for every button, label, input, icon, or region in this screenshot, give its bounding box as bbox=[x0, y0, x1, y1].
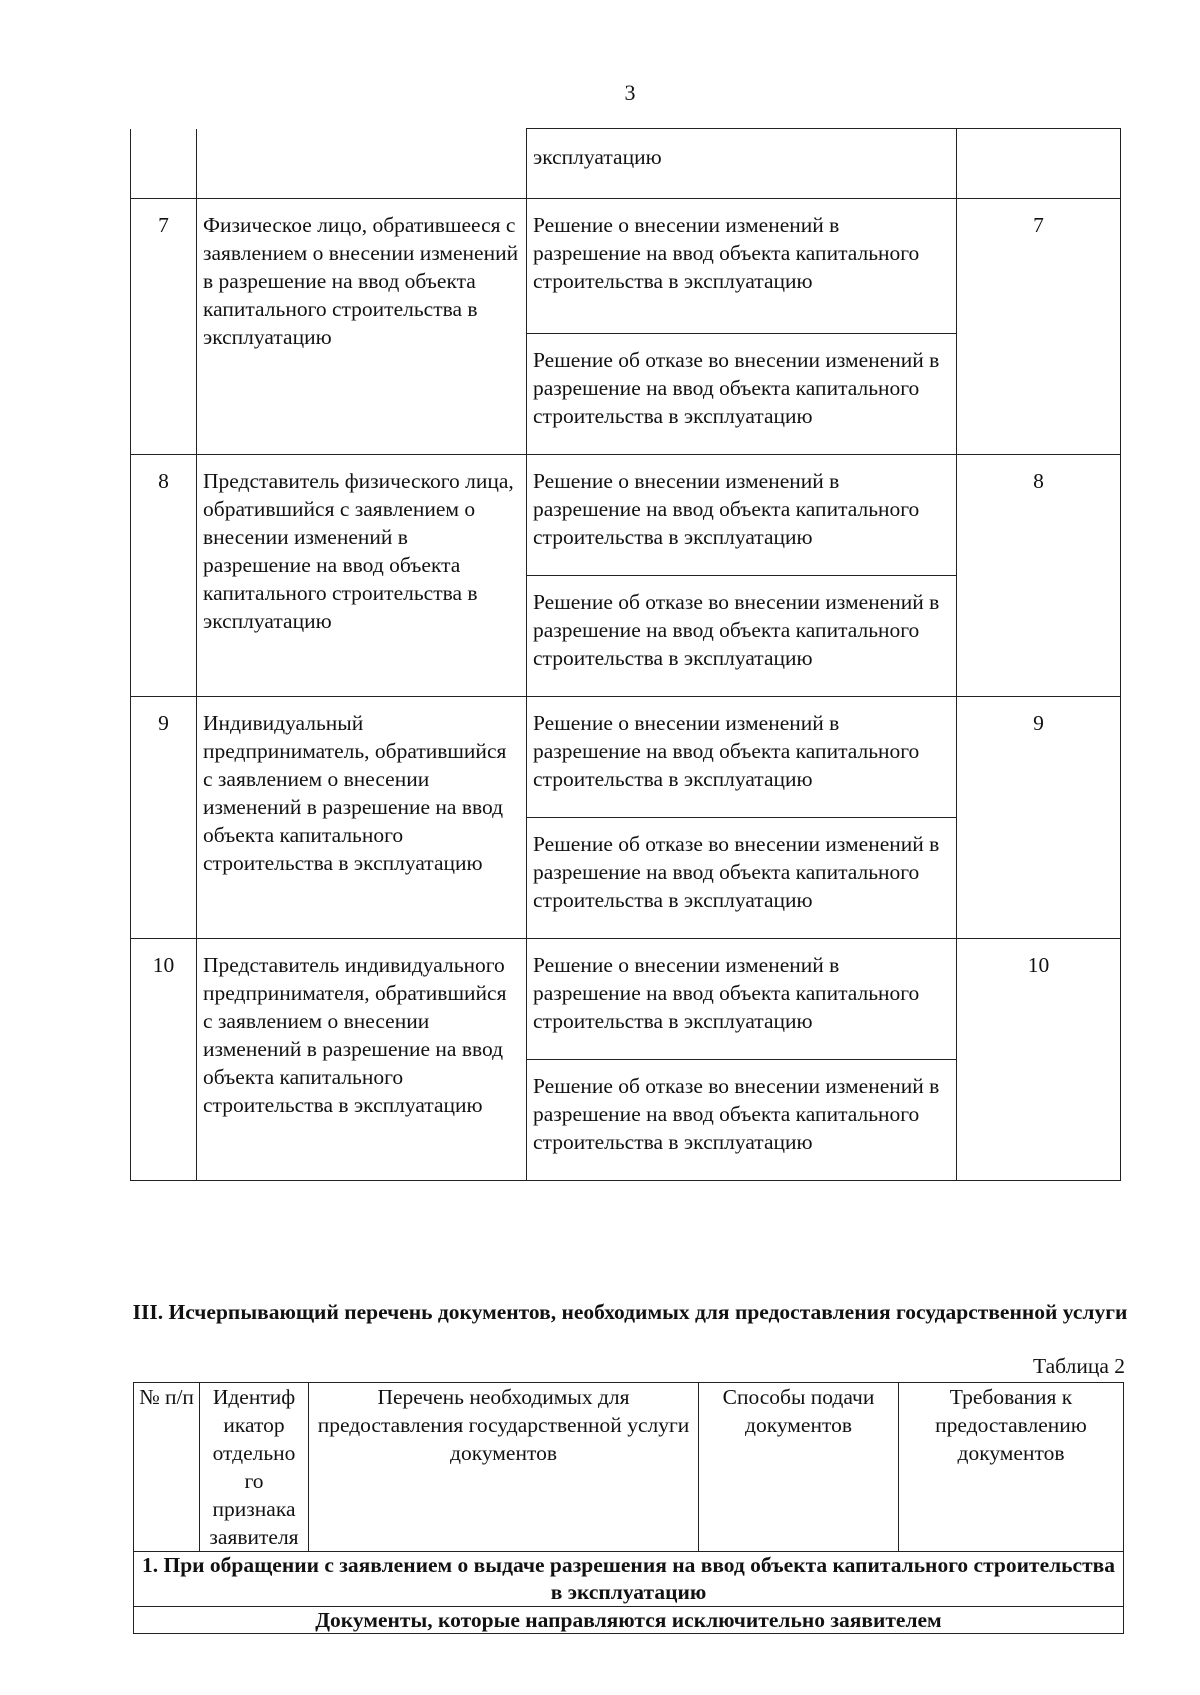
reference-cell: 8 bbox=[957, 455, 1121, 697]
column-header: Перечень необходимых для предоставления государственной услуги документов bbox=[309, 1383, 699, 1552]
result-cell: Решение о внесении изменений в разрешение на ввод объекта капитального строительства в эксплуатацию bbox=[527, 697, 957, 818]
applicant-cell: Представитель индивидуального предпринимателя, обратившийся с заявлением о внесении изменений в разрешение на ввод объекта капитального строительства в эксплуатацию bbox=[197, 939, 527, 1181]
page-number: 3 bbox=[624, 80, 636, 105]
table-header-row bbox=[134, 1383, 1124, 1552]
reference-cell: 7 bbox=[957, 199, 1121, 455]
table-subgroup-row bbox=[134, 1607, 1124, 1634]
section-heading: III. Исчерпывающий перечень документов, необходимых для предоставления государственной услуги bbox=[132, 1300, 1128, 1324]
documents-table bbox=[133, 1382, 1124, 1634]
table-row bbox=[131, 455, 1121, 576]
reference-cell: 10 bbox=[957, 939, 1121, 1181]
column-header: Способы подачи документов bbox=[699, 1383, 899, 1552]
table-row-continuation bbox=[131, 129, 1121, 199]
result-cell: Решение об отказе во внесении изменений в разрешение на ввод объекта капитального строительства в эксплуатацию bbox=[527, 576, 957, 697]
table-row bbox=[131, 697, 1121, 818]
row-number: 10 bbox=[131, 939, 197, 1181]
result-cell: эксплуатацию bbox=[527, 129, 957, 199]
table-row bbox=[131, 939, 1121, 1060]
column-header: № п/п bbox=[134, 1383, 200, 1552]
result-cell: Решение о внесении изменений в разрешение на ввод объекта капитального строительства в эксплуатацию bbox=[527, 199, 957, 334]
table-row bbox=[131, 199, 1121, 334]
column-header: Требования к предоставлению документов bbox=[899, 1383, 1124, 1552]
result-cell: Решение о внесении изменений в разрешение на ввод объекта капитального строительства в эксплуатацию bbox=[527, 939, 957, 1060]
result-cell: Решение об отказе во внесении изменений в разрешение на ввод объекта капитального строительства в эксплуатацию bbox=[527, 818, 957, 939]
column-header: Идентиф икатор отдельно го признака заявителя bbox=[200, 1383, 309, 1552]
result-cell: Решение об отказе во внесении изменений в разрешение на ввод объекта капитального строительства в эксплуатацию bbox=[527, 334, 957, 455]
applicant-cell: Индивидуальный предприниматель, обратившийся с заявлением о внесении изменений в разрешение на ввод объекта капитального строительства в эксплуатацию bbox=[197, 697, 527, 939]
row-number: 9 bbox=[131, 697, 197, 939]
table-group-row bbox=[134, 1552, 1124, 1607]
applicant-cell: Физическое лицо, обратившееся с заявлением о внесении изменений в разрешение на ввод объекта капитального строительства в эксплуатацию bbox=[197, 199, 527, 455]
table-caption: Таблица 2 bbox=[1033, 1354, 1125, 1378]
reference-cell: 9 bbox=[957, 697, 1121, 939]
applicant-results-table bbox=[130, 128, 1121, 1181]
subgroup-title: Документы, которые направляются исключительно заявителем bbox=[134, 1607, 1124, 1634]
result-cell: Решение об отказе во внесении изменений в разрешение на ввод объекта капитального строительства в эксплуатацию bbox=[527, 1060, 957, 1181]
row-number: 8 bbox=[131, 455, 197, 697]
result-cell: Решение о внесении изменений в разрешение на ввод объекта капитального строительства в эксплуатацию bbox=[527, 455, 957, 576]
row-number: 7 bbox=[131, 199, 197, 455]
applicant-cell: Представитель физического лица, обратившийся с заявлением о внесении изменений в разрешение на ввод объекта капитального строительства в эксплуатацию bbox=[197, 455, 527, 697]
group-title: 1. При обращении с заявлением о выдаче разрешения на ввод объекта капитального строительства в эксплуатацию bbox=[134, 1552, 1124, 1607]
